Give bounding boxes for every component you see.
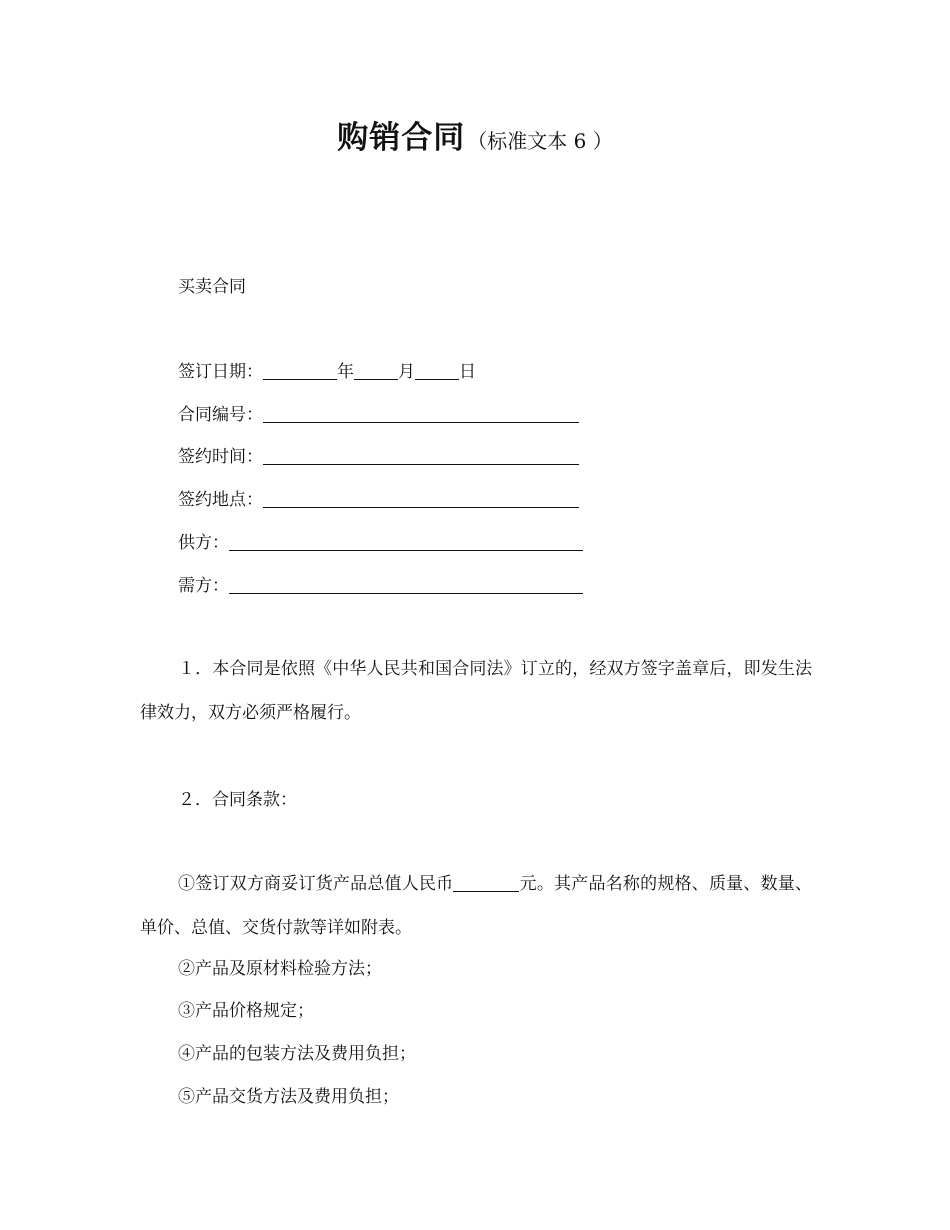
- supplier-blank[interactable]: [229, 532, 583, 551]
- year-blank[interactable]: [263, 361, 337, 380]
- month-blank[interactable]: [354, 361, 398, 380]
- sign-time-blank[interactable]: [263, 446, 579, 465]
- clause-2-item-3: ③产品价格规定；: [178, 1001, 314, 1021]
- contract-no-blank[interactable]: [263, 404, 579, 423]
- sign-time-label: 签约时间：: [178, 447, 263, 467]
- buyer-row: [178, 573, 583, 599]
- title-subtitle: （标准文本 6 ）: [467, 129, 613, 153]
- clause-2-heading: ２．合同条款：: [178, 790, 297, 810]
- sign-place-blank[interactable]: [263, 489, 579, 508]
- buyer-label: 需方：: [178, 576, 229, 596]
- day-blank[interactable]: [415, 361, 459, 380]
- clause-1: １．本合同是依照《中华人民共和国合同法》订立的，经双方签字盖章后，即发生法律效力，双方必须严格履行。: [140, 659, 812, 723]
- sign-place-row: [178, 487, 579, 513]
- supplier-label: 供方：: [178, 533, 229, 553]
- supplier-row: [178, 530, 583, 556]
- clause-2-item-2: ②产品及原材料检验方法；: [178, 959, 382, 979]
- item1-text-after: 元。其产品名称的规格、质量、数量、单价、总值、交货付款等详如附表。: [140, 874, 813, 938]
- sign-time-row: [178, 444, 579, 470]
- year-label: 年: [337, 362, 354, 382]
- contract-no-label: 合同编号：: [178, 405, 263, 425]
- document-title: [0, 112, 950, 157]
- clause-2-item-4: ④产品的包装方法及费用负担；: [178, 1044, 416, 1064]
- month-label: 月: [398, 362, 415, 382]
- sign-place-label: 签约地点：: [178, 490, 263, 510]
- contract-no-row: [178, 402, 579, 428]
- total-value-blank[interactable]: [453, 873, 519, 892]
- sign-date-label: 签订日期：: [178, 362, 263, 382]
- item1-text-before: ①签订双方商妥订货产品总值人民币: [178, 874, 454, 894]
- sign-date-row: [178, 359, 476, 385]
- buyer-blank[interactable]: [229, 575, 583, 594]
- section-heading: 买卖合同: [178, 277, 246, 297]
- clause-2-item-5: ⑤产品交货方法及费用负担；: [178, 1087, 399, 1107]
- clause-2-item-1: [140, 862, 812, 950]
- day-label: 日: [459, 362, 476, 382]
- title-main: 购销合同: [337, 120, 466, 156]
